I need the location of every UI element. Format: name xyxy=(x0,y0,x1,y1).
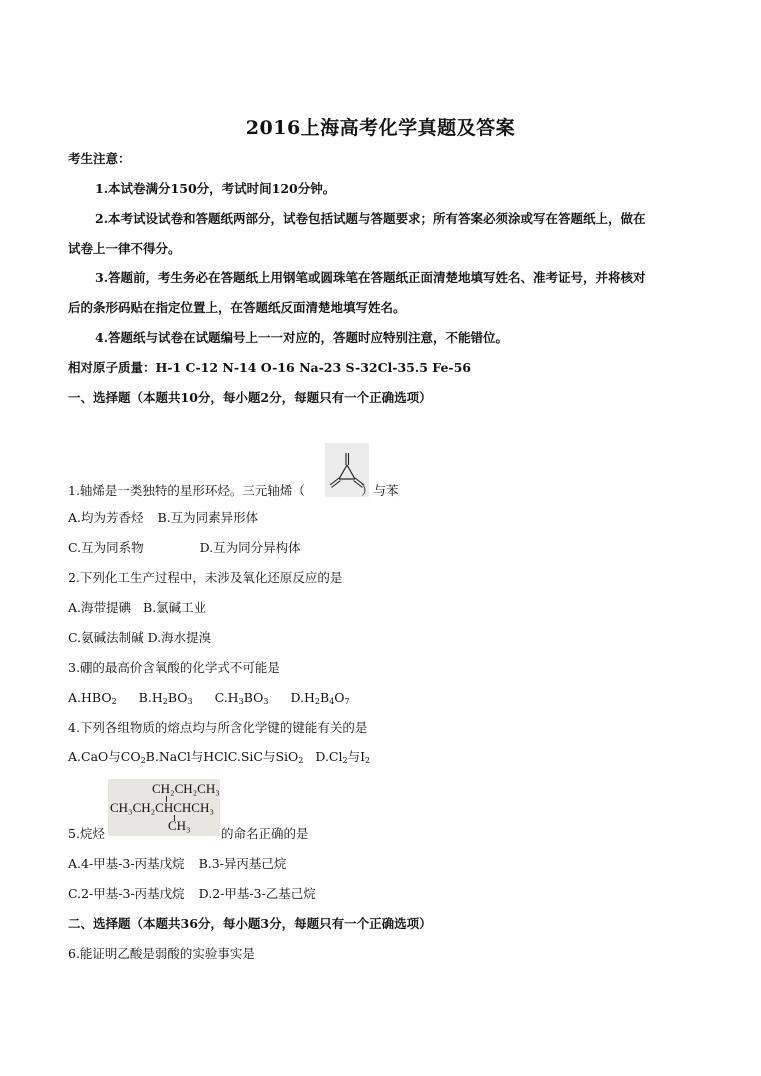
question-2: 2.下列化工生产过程中，未涉及氧化还原反应的是 xyxy=(68,570,343,585)
q2-option-b: B.氯碱工业 xyxy=(143,600,207,615)
question-5-options-row-2 xyxy=(68,886,316,902)
q4-option-d: $D.Cl_2$与$I_2$ xyxy=(315,749,371,765)
atomic-masses: 相对原子质量：H-1 C-12 N-14 O-16 Na-23 S-32Cl-35.5 Fe-56 xyxy=(68,360,472,375)
question-4: 4.下列各组物质的熔点均与所含化学键的键能有关的是 xyxy=(68,720,368,735)
q3-option-a: $A.HBO_2$ xyxy=(68,690,117,706)
q4-option-c: C.SiC与SiO$_2$ xyxy=(227,749,304,765)
q3-option-c: $C.H_3BO_3$ xyxy=(214,690,269,706)
question-6: 6.能证明乙酸是弱酸的实验事实是 xyxy=(68,946,255,961)
q5-option-c: C.2-甲基-3-丙基戊烷 xyxy=(68,886,185,901)
question-5 xyxy=(68,826,308,842)
question-4-options xyxy=(68,749,370,765)
q5-option-d: D.2-甲基-3-乙基己烷 xyxy=(198,886,316,901)
note-2: 2.本考试设试卷和答题纸两部分，试卷包括试题与答题要求；所有答案必须涂或写在答题纸上，做在 xyxy=(95,211,646,226)
q3-option-d: $D.H_2B_4O_7$ xyxy=(290,690,350,706)
alkane-top-chain: CH₂CH₂CH₃ xyxy=(152,781,220,796)
question-5-text-end: 的命名正确的是 xyxy=(220,826,309,841)
q5-option-a: A.4-甲基-3-丙基戊烷 xyxy=(68,856,185,871)
question-5-text: 5.烷烃 xyxy=(68,826,105,841)
note-2-cont: 试卷上一律不得分。 xyxy=(68,241,181,256)
q5-option-b: B.3-异丙基己烷 xyxy=(198,856,287,871)
q2-option-c: C.氨碱法制碱 xyxy=(68,630,144,645)
question-3: 3.硼的最高价含氧酸的化学式不可能是 xyxy=(68,660,280,675)
q1-option-c: C.互为同系物 xyxy=(68,540,144,555)
question-1-options-row-2 xyxy=(68,540,301,556)
q3-option-b: $B.H_2BO_3$ xyxy=(138,690,193,706)
question-2-options-row-1 xyxy=(68,600,206,616)
question-1-text: 1.轴烯是一类独特的星形环烃。三元轴烯（ xyxy=(68,483,305,498)
section-2-heading: 二、选择题（本题共36分，每小题3分，每题只有一个正确选项） xyxy=(68,916,432,931)
alkane-methyl: CH₃ xyxy=(168,818,191,833)
note-1: 1.本试卷满分150分，考试时间120分钟。 xyxy=(95,181,336,196)
q1-option-b: B.互为同素异形体 xyxy=(157,510,259,525)
question-2-options-row-2 xyxy=(68,630,211,646)
note-3-cont: 后的条形码贴在指定位置上，在答题纸反面清楚地填写姓名。 xyxy=(68,300,406,315)
section-1-heading: 一、选择题（本题共10分，每小题2分，每题只有一个正确选项） xyxy=(68,390,432,405)
alkane-main-chain: CH₃CH₂CHCHCH₃ xyxy=(110,800,214,815)
question-1-text-end: ）与苯 xyxy=(360,483,399,498)
q4-option-a: A.CaO与$CO_2$ xyxy=(68,749,146,765)
q1-option-d: D.互为同分异构体 xyxy=(199,540,301,555)
notice-heading: 考生注意： xyxy=(68,151,131,166)
note-4: 4.答题纸与试卷在试题编号上一一对应的，答题时应特别注意，不能错位。 xyxy=(95,330,509,345)
page-title: 2016上海高考化学真题及答案 xyxy=(245,117,516,139)
question-5-options-row-1 xyxy=(68,856,286,872)
question-1-options-row-1 xyxy=(68,510,258,526)
q4-option-b: B.NaCl与HCl xyxy=(145,749,228,764)
note-3: 3.答题前，考生务必在答题纸上用钢笔或圆珠笔在答题纸正面清楚地填写姓名、准考证号，并将核对 xyxy=(95,270,646,285)
question-1 xyxy=(68,483,398,499)
q2-option-a: A.海带提碘 xyxy=(68,600,132,615)
question-3-options xyxy=(68,690,350,706)
q2-option-d: D.海水提溴 xyxy=(147,630,212,645)
q1-option-a: A.均为芳香烃 xyxy=(68,510,144,525)
